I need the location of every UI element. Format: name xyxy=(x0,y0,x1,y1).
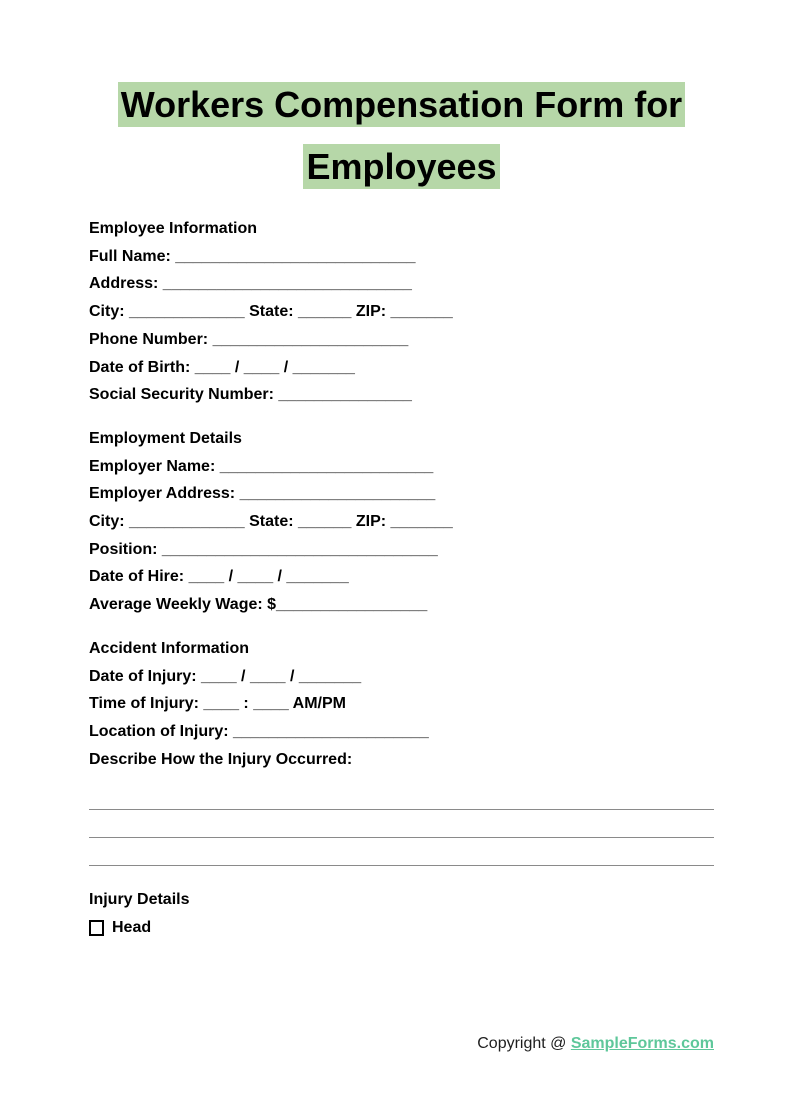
field-social-security-number: Social Security Number: _______________ xyxy=(89,386,412,404)
field-employer-address: Employer Address: ______________________ xyxy=(89,485,436,503)
section-heading-employee-information: Employee Information xyxy=(89,220,258,237)
title-highlight-2: Employees xyxy=(303,144,499,189)
form-title xyxy=(89,74,714,198)
field-date-of-birth: Date of Birth: ____ / ____ / _______ xyxy=(89,358,355,376)
title-highlight-1: Workers Compensation Form for xyxy=(118,82,685,127)
field-date-of-hire: Date of Hire: ____ / ____ / _______ xyxy=(89,568,349,586)
section-heading-employment-details: Employment Details xyxy=(89,429,242,447)
answer-line-3 xyxy=(89,838,714,866)
section-employment-details xyxy=(89,425,714,619)
answer-line-1 xyxy=(89,782,714,810)
section-heading-injury-details: Injury Details xyxy=(89,891,190,909)
field-date-of-injury: Date of Injury: ____ / ____ / _______ xyxy=(89,667,362,685)
field-time-of-injury: Time of Injury: ____ : ____ AM/PM xyxy=(89,695,346,713)
answer-line-2 xyxy=(89,810,714,838)
field-position: Position: _______________________________ xyxy=(89,540,438,558)
form-title-line-1 xyxy=(89,74,714,136)
footer-copyright xyxy=(477,1035,714,1053)
field-phone-number: Phone Number: ______________________ xyxy=(89,330,409,348)
describe-injury-answer-area xyxy=(89,782,714,866)
document-page xyxy=(0,74,803,1110)
checkbox-label-head: Head xyxy=(112,919,152,937)
section-injury-details xyxy=(89,886,714,941)
section-accident-information xyxy=(89,635,714,774)
checkbox-item-head[interactable] xyxy=(89,914,714,942)
checkbox-icon[interactable] xyxy=(89,920,104,936)
field-employer-name: Employer Name: ________________________ xyxy=(89,457,434,475)
field-address: Address: ____________________________ xyxy=(89,275,412,293)
field-employer-city-state-zip: City: _____________ State: ______ ZIP: _______ xyxy=(89,513,453,531)
field-location-of-injury: Location of Injury: ______________________ xyxy=(89,722,429,740)
field-city-state-zip: City: _____________ State: ______ ZIP: _______ xyxy=(89,303,453,321)
copyright-text: Copyright @ xyxy=(477,1035,571,1052)
form-title-line-2 xyxy=(89,136,714,198)
field-average-weekly-wage: Average Weekly Wage: $_________________ xyxy=(89,596,428,614)
section-heading-accident-information: Accident Information xyxy=(89,639,250,657)
sampleforms-link[interactable]: SampleForms.com xyxy=(570,1035,714,1052)
field-full-name: Full Name: ___________________________ xyxy=(89,247,416,265)
form-body xyxy=(89,215,714,942)
field-describe-injury-label: Describe How the Injury Occurred: xyxy=(89,750,353,768)
section-employee-information xyxy=(89,215,714,409)
